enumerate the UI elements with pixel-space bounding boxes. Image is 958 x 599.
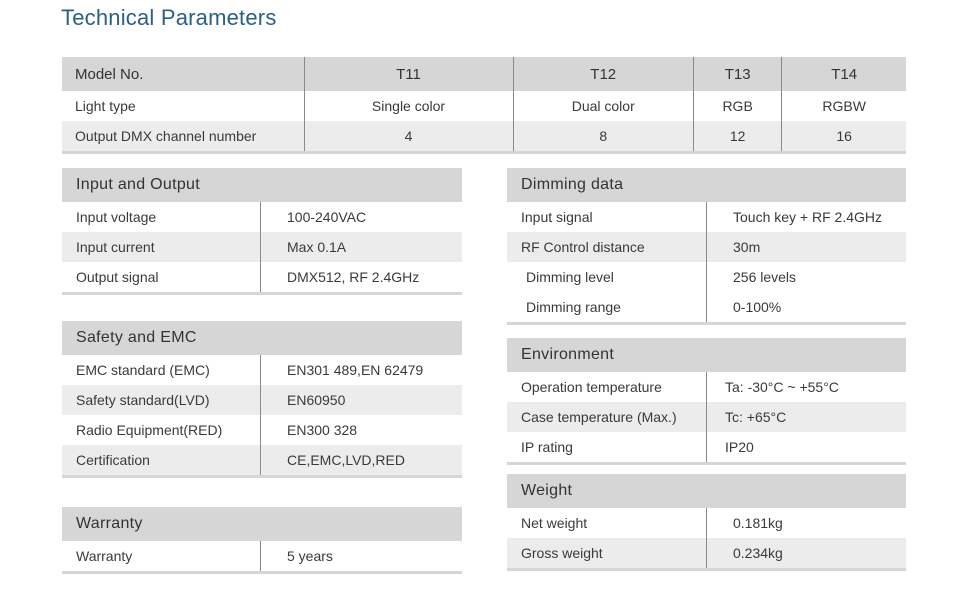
param-value: EN301 489,EN 62479: [260, 355, 462, 385]
param-row: [62, 385, 462, 415]
cell: 16: [782, 121, 906, 153]
model-header-row: [62, 57, 906, 91]
model-col-t14: T14: [782, 57, 906, 91]
param-value: CE,EMC,LVD,RED: [260, 445, 462, 475]
cell: RGB: [693, 91, 781, 121]
param-row: [507, 538, 906, 568]
section-title: Safety and EMC: [62, 321, 462, 355]
model-col-t13: T13: [693, 57, 781, 91]
param-value: Ta: -30°C ~ +55°C: [706, 372, 906, 402]
param-label: Net weight: [521, 515, 588, 531]
param-label: Input current: [76, 239, 155, 255]
section-footer-line: [62, 571, 462, 574]
section-footer-line: [507, 322, 906, 325]
table-row: [62, 121, 906, 153]
param-row: [62, 541, 462, 571]
cell: 8: [513, 121, 693, 153]
param-value: DMX512, RF 2.4GHz: [260, 262, 462, 292]
param-label: Gross weight: [521, 545, 603, 561]
param-label: EMC standard (EMC): [76, 362, 210, 378]
param-label: RF Control distance: [521, 239, 645, 255]
param-row: [507, 202, 906, 232]
param-row: [507, 292, 906, 322]
param-row: [62, 232, 462, 262]
param-label: Dimming range: [526, 299, 621, 315]
section-title: Dimming data: [507, 168, 906, 202]
model-col-t12: T12: [513, 57, 693, 91]
cell: Dual color: [513, 91, 693, 121]
param-row: [507, 432, 906, 462]
param-value: 0-100%: [706, 292, 906, 322]
param-value: 256 levels: [706, 262, 906, 292]
environment-section: [507, 338, 906, 465]
cell: RGBW: [782, 91, 906, 121]
warranty-section: [62, 507, 462, 574]
section-footer-line: [62, 292, 462, 295]
param-row: [507, 372, 906, 402]
param-row: [507, 262, 906, 292]
param-label: IP rating: [521, 439, 573, 455]
param-label: Output signal: [76, 269, 159, 285]
param-row: [62, 355, 462, 385]
param-label: Warranty: [76, 548, 133, 564]
param-row: [62, 202, 462, 232]
input-output-section: [62, 168, 462, 295]
param-label: Operation temperature: [521, 379, 662, 395]
param-row: [62, 262, 462, 292]
param-value: 0.181kg: [706, 508, 906, 538]
param-row: [62, 415, 462, 445]
cell: 12: [693, 121, 781, 153]
section-title: Input and Output: [62, 168, 462, 202]
param-value: Tc: +65°C: [706, 402, 906, 432]
param-label: Radio Equipment(RED): [76, 422, 223, 438]
safety-section: [62, 321, 462, 478]
param-row: [507, 508, 906, 538]
param-label: Input voltage: [76, 209, 157, 225]
cell: Single color: [304, 91, 513, 121]
param-label: Safety standard(LVD): [76, 392, 210, 408]
param-value: IP20: [706, 432, 906, 462]
section-footer-line: [507, 568, 906, 571]
table-row: [62, 91, 906, 121]
row-label: Output DMX channel number: [62, 121, 304, 153]
param-row: [507, 402, 906, 432]
model-table: [62, 57, 906, 154]
page-title: Technical Parameters: [61, 5, 277, 30]
section-title: Environment: [507, 338, 906, 372]
param-label: Certification: [76, 452, 150, 468]
section-footer-line: [507, 462, 906, 465]
param-row: [62, 445, 462, 475]
section-title: Warranty: [62, 507, 462, 541]
section-title: Weight: [507, 474, 906, 508]
section-footer-line: [62, 475, 462, 478]
param-row: [507, 232, 906, 262]
param-value: 0.234kg: [706, 538, 906, 568]
param-value: Max 0.1A: [260, 232, 462, 262]
cell: 4: [304, 121, 513, 153]
param-value: Touch key + RF 2.4GHz: [706, 202, 906, 232]
model-header-label: Model No.: [62, 57, 304, 91]
model-col-t11: T11: [304, 57, 513, 91]
param-value: EN60950: [260, 385, 462, 415]
param-label: Dimming level: [526, 269, 614, 285]
param-value: 5 years: [260, 541, 462, 571]
weight-section: [507, 474, 906, 571]
param-value: 30m: [706, 232, 906, 262]
param-value: EN300 328: [260, 415, 462, 445]
param-value: 100-240VAC: [260, 202, 462, 232]
row-label: Light type: [75, 98, 136, 114]
param-label: Case temperature (Max.): [521, 409, 677, 425]
dimming-section: [507, 168, 906, 325]
param-label: Input signal: [521, 209, 593, 225]
